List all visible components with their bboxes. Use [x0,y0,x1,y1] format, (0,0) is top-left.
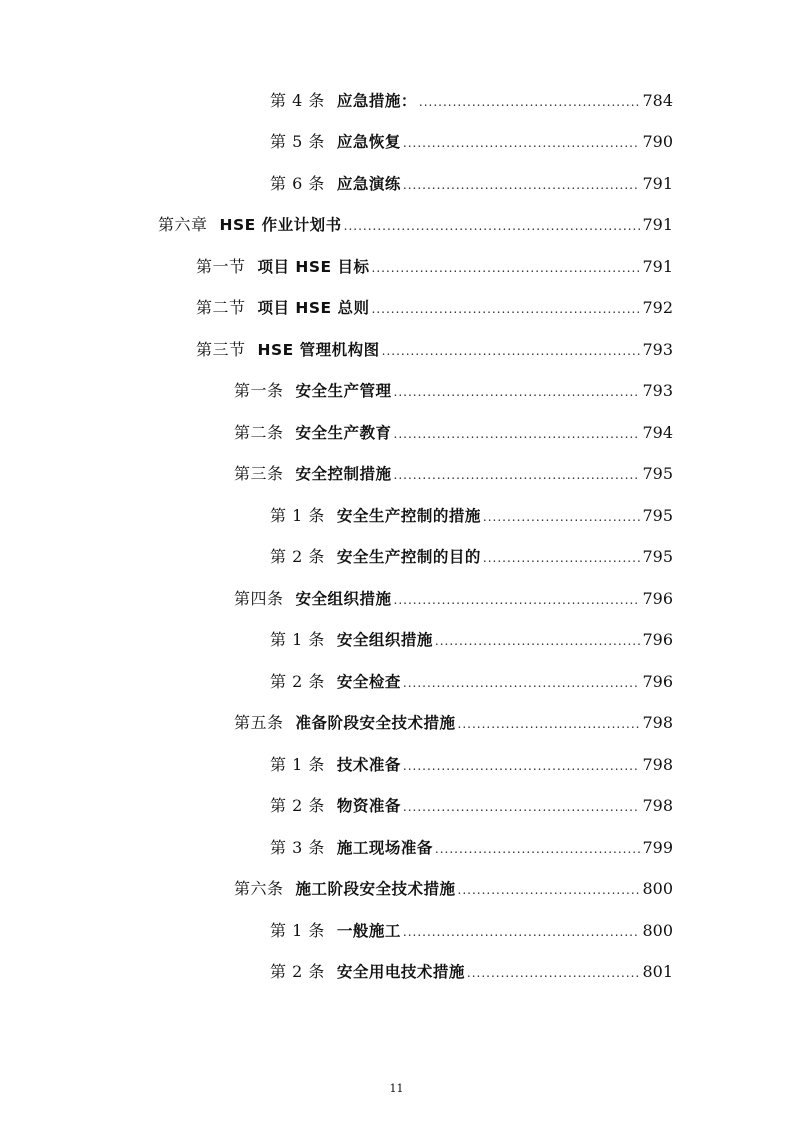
toc-entry-number: 第 1 条 [270,755,325,774]
toc-entry-page: 784 [642,91,673,110]
dot-leader [435,629,641,653]
dot-leader [394,588,641,612]
toc-entry-page: 793 [642,340,673,359]
toc-entry-page: 799 [642,838,673,857]
toc-entry-number: 第五条 [234,713,284,732]
toc-entry-number: 第 4 条 [270,91,325,110]
dot-leader [403,671,641,695]
toc-entry-title: HSE 管理机构图 [257,341,380,359]
toc-entry[interactable] [158,213,673,237]
toc-entry-title: 安全生产教育 [295,424,392,442]
toc-entry-page: 798 [642,755,673,774]
toc-entry-page: 801 [642,962,673,981]
toc-entry-number: 第三节 [196,340,246,359]
toc-entry-title: 应急恢复 [336,133,401,151]
dot-leader [394,422,641,446]
toc-entry-title: 应急演练 [336,175,401,193]
toc-entry-number: 第二节 [196,298,246,317]
toc-entry-page: 796 [642,672,673,691]
toc-entry-title: 安全生产控制的目的 [336,548,481,566]
toc-entry[interactable] [234,379,673,403]
toc-entry-number: 第二条 [234,423,284,442]
toc-entry[interactable] [196,296,673,320]
toc-entry-number: 第 1 条 [270,921,325,940]
toc-entry-title: 安全控制措施 [295,465,392,483]
toc-entry-page: 794 [642,423,673,442]
toc-entry[interactable] [234,421,673,445]
toc-entry-title: 安全用电技术措施 [336,963,465,981]
toc-entry-title: 准备阶段安全技术措施 [295,714,456,732]
page-number: 11 [389,1082,404,1095]
dot-leader [467,961,641,985]
toc-entry-page: 795 [642,506,673,525]
toc-entry-number: 第 1 条 [270,506,325,525]
toc-entry-page: 798 [642,796,673,815]
toc-entry-page: 792 [642,298,673,317]
toc-entry[interactable] [196,338,673,362]
toc-entry-page: 800 [642,921,673,940]
toc-entry-number: 第六条 [234,879,284,898]
toc-entry[interactable] [234,711,673,735]
toc-entry-page: 796 [642,630,673,649]
toc-entry-title: 安全生产管理 [295,382,392,400]
toc-entry-title: 安全检查 [336,673,401,691]
toc-entry-page: 791 [642,174,673,193]
toc-entry-number: 第 6 条 [270,174,325,193]
toc-entry-number: 第 2 条 [270,796,325,815]
toc-entry-number: 第一节 [196,257,246,276]
toc-entry-title: 物资准备 [336,797,401,815]
dot-leader [419,90,641,114]
toc-entry-title: 施工现场准备 [336,839,433,857]
toc-entry-number: 第 2 条 [270,962,325,981]
toc-entry-page: 795 [642,547,673,566]
dot-leader [403,754,641,778]
toc-entry-page: 796 [642,589,673,608]
dot-leader [483,546,641,570]
dot-leader [403,795,641,819]
toc-entry[interactable] [270,172,673,196]
toc-entry-title: 施工阶段安全技术措施 [295,880,456,898]
toc-entry[interactable] [270,836,673,860]
dot-leader [458,878,641,902]
toc-entry-title: 项目 HSE 总则 [257,299,370,317]
toc-entry-title: 应急措施： [336,92,417,110]
dot-leader [403,131,641,155]
toc-entry-number: 第 3 条 [270,838,325,857]
toc-entry[interactable] [270,89,673,113]
toc-entry-title: 安全生产控制的措施 [336,507,481,525]
toc-entry-number: 第 2 条 [270,672,325,691]
toc-entry-page: 793 [642,381,673,400]
toc-entry[interactable] [270,753,673,777]
dot-leader [483,505,641,529]
toc-entry-page: 791 [642,215,673,234]
dot-leader [344,214,641,238]
dot-leader [372,297,641,321]
dot-leader [458,712,641,736]
toc-entry-number: 第一条 [234,381,284,400]
dot-leader [394,463,641,487]
toc-entry-title: 安全组织措施 [336,631,433,649]
dot-leader [435,837,641,861]
toc-entry[interactable] [270,670,673,694]
toc-entry[interactable] [234,877,673,901]
dot-leader [403,920,641,944]
toc-entry-page: 790 [642,132,673,151]
toc-entry[interactable] [196,255,673,279]
toc-entry-page: 798 [642,713,673,732]
toc-entry-page: 800 [642,879,673,898]
toc-entry-title: HSE 作业计划书 [219,216,342,234]
toc-entry[interactable] [234,462,673,486]
toc-entry-number: 第 1 条 [270,630,325,649]
toc-entry-title: 安全组织措施 [295,590,392,608]
toc-entry-title: 一般施工 [336,922,401,940]
toc-entry-number: 第 2 条 [270,547,325,566]
toc-entry[interactable] [270,130,673,154]
toc-entry[interactable] [270,794,673,818]
toc-entry-title: 项目 HSE 目标 [257,258,370,276]
toc-entry-number: 第四条 [234,589,284,608]
toc-entry-page: 795 [642,464,673,483]
dot-leader [382,339,641,363]
toc-entry[interactable] [234,587,673,611]
toc-entry[interactable] [270,628,673,652]
toc-entry-title: 技术准备 [336,756,401,774]
toc-entry-number: 第六章 [158,215,208,234]
toc-entry-page: 791 [642,257,673,276]
toc-entry[interactable] [270,545,673,569]
toc-entry[interactable] [270,919,673,943]
toc-entry[interactable] [270,504,673,528]
dot-leader [372,256,641,280]
toc-entry-number: 第 5 条 [270,132,325,151]
toc-entry[interactable] [270,960,673,984]
dot-leader [394,380,641,404]
toc-entry-number: 第三条 [234,464,284,483]
dot-leader [403,173,641,197]
